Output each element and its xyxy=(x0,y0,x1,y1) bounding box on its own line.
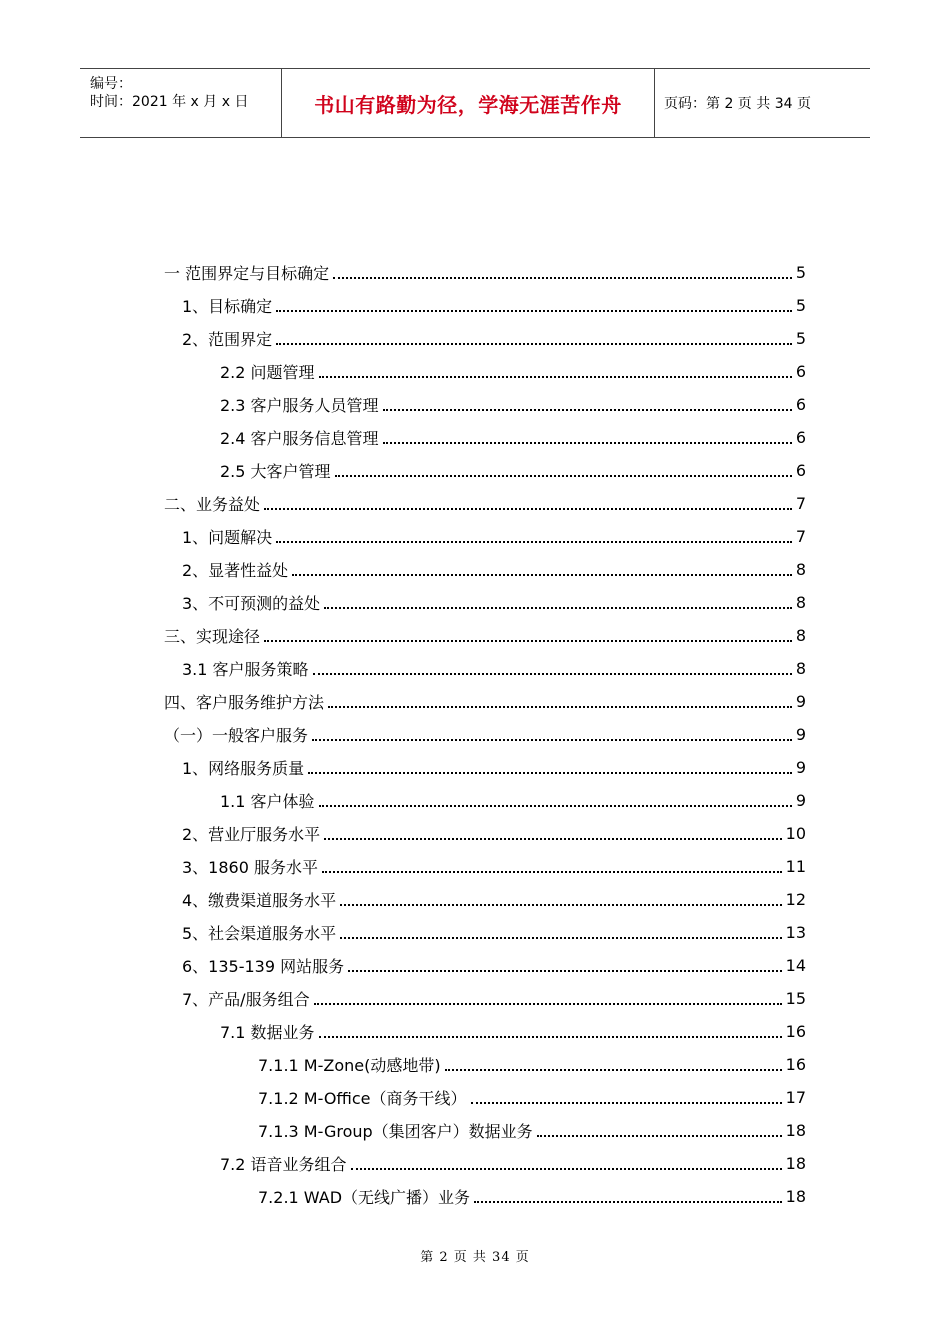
toc-entry-title: 二、业务益处 xyxy=(164,492,262,515)
toc-entry[interactable] xyxy=(164,388,806,421)
table-of-contents xyxy=(164,256,806,1213)
toc-entry[interactable] xyxy=(164,1180,806,1213)
toc-dot-leader xyxy=(276,310,792,312)
toc-entry-page: 9 xyxy=(795,758,806,777)
toc-entry[interactable] xyxy=(164,487,806,520)
header-page-cell xyxy=(654,69,870,137)
toc-dot-leader xyxy=(328,706,792,708)
toc-dot-leader xyxy=(312,739,792,741)
toc-entry-page: 10 xyxy=(785,824,806,843)
toc-entry-title: 三、实现途径 xyxy=(164,624,262,647)
toc-entry-page: 6 xyxy=(795,362,806,381)
toc-entry[interactable] xyxy=(164,850,806,883)
toc-dot-leader xyxy=(474,1201,782,1203)
toc-entry-title: 7.1.1 M-Zone(动感地带) xyxy=(258,1053,443,1076)
toc-entry-title: 5、社会渠道服务水平 xyxy=(182,921,338,944)
toc-entry-page: 8 xyxy=(795,560,806,579)
toc-dot-leader xyxy=(383,442,792,444)
toc-dot-leader xyxy=(264,508,792,510)
toc-entry-title: 7.1 数据业务 xyxy=(220,1020,317,1043)
toc-entry-title: 7、产品/服务组合 xyxy=(182,987,312,1010)
toc-dot-leader xyxy=(322,871,782,873)
toc-dot-leader xyxy=(314,1003,782,1005)
toc-dot-leader xyxy=(383,409,792,411)
toc-entry-page: 15 xyxy=(785,989,806,1008)
toc-entry-page: 9 xyxy=(795,725,806,744)
toc-dot-leader xyxy=(340,937,781,939)
toc-dot-leader xyxy=(537,1135,782,1137)
toc-entry-title: 2.5 大客户管理 xyxy=(220,459,333,482)
toc-dot-leader xyxy=(292,574,792,576)
toc-entry[interactable] xyxy=(164,256,806,289)
toc-entry[interactable] xyxy=(164,1114,806,1147)
toc-entry-page: 9 xyxy=(795,692,806,711)
toc-entry-title: 1.1 客户体验 xyxy=(220,789,317,812)
toc-entry[interactable] xyxy=(164,652,806,685)
toc-entry-page: 5 xyxy=(795,296,806,315)
toc-entry-title: 2、显著性益处 xyxy=(182,558,290,581)
toc-dot-leader xyxy=(351,1168,782,1170)
toc-dot-leader xyxy=(335,475,792,477)
toc-entry[interactable] xyxy=(164,619,806,652)
toc-entry-page: 6 xyxy=(795,428,806,447)
toc-entry[interactable] xyxy=(164,883,806,916)
toc-entry-title: 7.2.1 WAD（无线广播）业务 xyxy=(258,1185,472,1208)
toc-entry[interactable] xyxy=(164,916,806,949)
toc-dot-leader xyxy=(319,1036,782,1038)
toc-dot-leader xyxy=(308,772,792,774)
toc-entry-title: 3.1 客户服务策略 xyxy=(182,657,311,680)
toc-entry[interactable] xyxy=(164,421,806,454)
header-motto-cell xyxy=(281,69,655,137)
toc-dot-leader xyxy=(340,904,781,906)
toc-entry-title: 2、营业厅服务水平 xyxy=(182,822,322,845)
toc-entry-page: 14 xyxy=(785,956,806,975)
toc-entry[interactable] xyxy=(164,289,806,322)
toc-entry-page: 16 xyxy=(785,1055,806,1074)
toc-dot-leader xyxy=(313,673,792,675)
toc-entry[interactable] xyxy=(164,751,806,784)
toc-entry-title: 4、缴费渠道服务水平 xyxy=(182,888,338,911)
toc-entry[interactable] xyxy=(164,784,806,817)
toc-entry-page: 7 xyxy=(795,527,806,546)
toc-entry[interactable] xyxy=(164,982,806,1015)
toc-entry-title: 7.2 语音业务组合 xyxy=(220,1152,349,1175)
toc-entry-title: 1、目标确定 xyxy=(182,294,274,317)
toc-entry-page: 8 xyxy=(795,659,806,678)
header-meta xyxy=(80,69,281,137)
toc-entry[interactable] xyxy=(164,718,806,751)
toc-entry-page: 18 xyxy=(785,1154,806,1173)
page-footer: 第 2 页 共 34 页 xyxy=(420,1250,530,1265)
toc-entry[interactable] xyxy=(164,586,806,619)
toc-entry-title: 3、1860 服务水平 xyxy=(182,855,320,878)
toc-entry[interactable] xyxy=(164,553,806,586)
toc-entry-title: 7.1.2 M-Office（商务干线） xyxy=(258,1086,469,1109)
toc-entry[interactable] xyxy=(164,1048,806,1081)
toc-entry-page: 13 xyxy=(785,923,806,942)
toc-dot-leader xyxy=(324,607,792,609)
toc-dot-leader xyxy=(348,970,782,972)
toc-entry-title: 2.3 客户服务人员管理 xyxy=(220,393,381,416)
header-page-info: 页码：第 2 页 共 34 页 xyxy=(664,96,811,112)
toc-entry-page: 18 xyxy=(785,1121,806,1140)
toc-dot-leader xyxy=(324,838,781,840)
toc-entry-title: 一 范围界定与目标确定 xyxy=(164,261,331,284)
document-time: 时间：2021 年 x 月 x 日 xyxy=(90,94,249,110)
motto: 书山有路勤为径，学海无涯苦作舟 xyxy=(314,92,622,117)
toc-entry-page: 7 xyxy=(795,494,806,513)
toc-entry-title: 2、范围界定 xyxy=(182,327,274,350)
toc-dot-leader xyxy=(264,640,792,642)
toc-entry-title: 2.2 问题管理 xyxy=(220,360,317,383)
toc-dot-leader xyxy=(471,1102,782,1104)
toc-entry[interactable] xyxy=(164,454,806,487)
toc-entry[interactable] xyxy=(164,355,806,388)
toc-entry[interactable] xyxy=(164,685,806,718)
toc-entry-page: 8 xyxy=(795,593,806,612)
toc-dot-leader xyxy=(319,805,792,807)
toc-entry[interactable] xyxy=(164,817,806,850)
toc-entry-page: 16 xyxy=(785,1022,806,1041)
toc-entry-title: 6、135-139 网站服务 xyxy=(182,954,346,977)
page-header xyxy=(80,68,870,138)
toc-entry-page: 17 xyxy=(785,1088,806,1107)
toc-entry-page: 18 xyxy=(785,1187,806,1206)
toc-entry-page: 8 xyxy=(795,626,806,645)
toc-entry[interactable] xyxy=(164,520,806,553)
toc-entry-title: 四、客户服务维护方法 xyxy=(164,690,326,713)
toc-entry[interactable] xyxy=(164,1147,806,1180)
toc-entry[interactable] xyxy=(164,949,806,982)
toc-dot-leader xyxy=(445,1069,782,1071)
toc-entry-title: 1、问题解决 xyxy=(182,525,274,548)
document-number: 编号： xyxy=(90,76,132,92)
toc-entry[interactable] xyxy=(164,1081,806,1114)
toc-entry-page: 5 xyxy=(795,263,806,282)
toc-entry-title: 2.4 客户服务信息管理 xyxy=(220,426,381,449)
toc-entry-page: 5 xyxy=(795,329,806,348)
toc-entry-title: （一）一般客户服务 xyxy=(164,723,310,746)
toc-entry-page: 12 xyxy=(785,890,806,909)
toc-entry-page: 9 xyxy=(795,791,806,810)
toc-dot-leader xyxy=(276,343,792,345)
toc-entry[interactable] xyxy=(164,322,806,355)
toc-entry-title: 3、不可预测的益处 xyxy=(182,591,322,614)
toc-entry[interactable] xyxy=(164,1015,806,1048)
toc-entry-page: 6 xyxy=(795,395,806,414)
toc-entry-title: 1、网络服务质量 xyxy=(182,756,306,779)
toc-dot-leader xyxy=(333,277,792,279)
toc-entry-title: 7.1.3 M-Group（集团客户）数据业务 xyxy=(258,1119,535,1142)
toc-entry-page: 6 xyxy=(795,461,806,480)
toc-dot-leader xyxy=(276,541,792,543)
toc-dot-leader xyxy=(319,376,792,378)
toc-entry-page: 11 xyxy=(785,857,806,876)
